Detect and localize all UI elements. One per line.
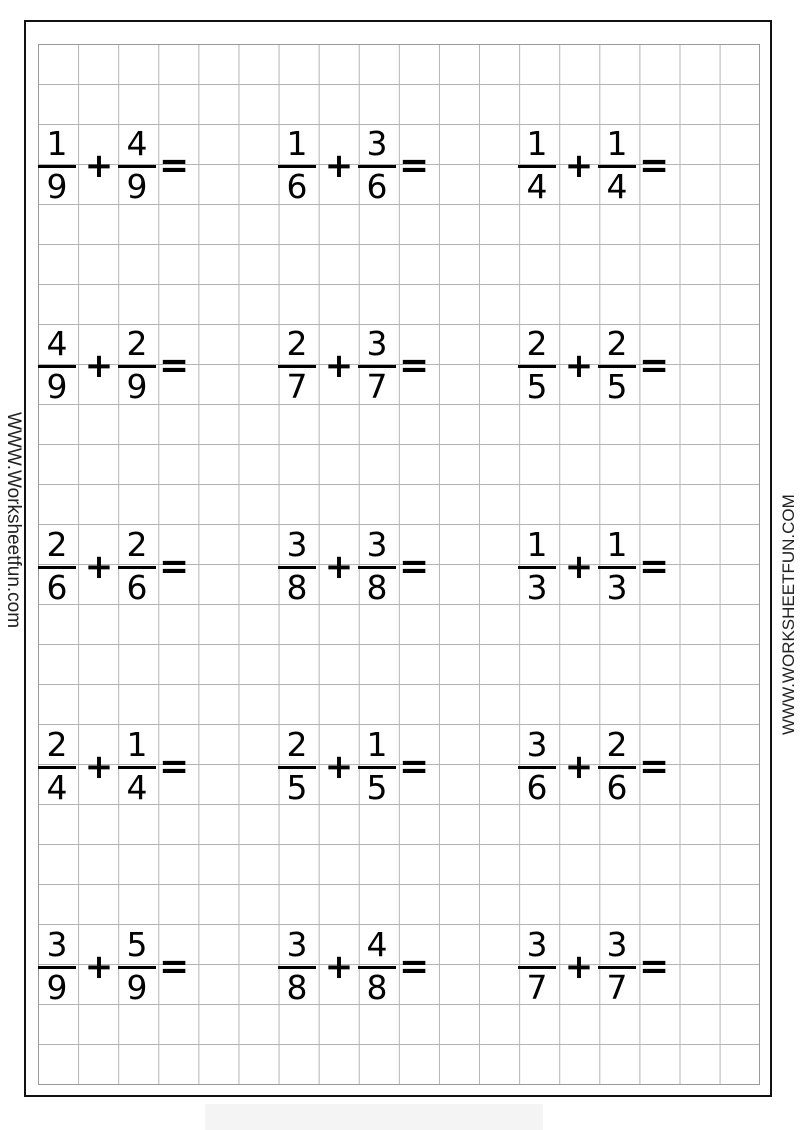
side-watermark-left xyxy=(3,412,23,702)
numerator: 1 xyxy=(286,124,308,163)
denominator: 9 xyxy=(126,968,148,1007)
fraction-problem xyxy=(518,324,678,408)
denominator: 3 xyxy=(526,568,548,607)
fraction-problem xyxy=(278,124,438,208)
numerator: 4 xyxy=(46,324,68,363)
numerator: 3 xyxy=(526,725,548,764)
fraction-a xyxy=(38,525,76,609)
fraction-a xyxy=(38,925,76,1009)
fraction-b xyxy=(598,324,636,408)
side-text-left: WWW.Worksheetfun.com xyxy=(3,412,24,629)
denominator: 6 xyxy=(126,568,148,607)
fraction-problem xyxy=(518,525,678,609)
plus-sign: + xyxy=(564,547,594,587)
fraction-b xyxy=(358,124,396,208)
fraction-b xyxy=(118,725,156,809)
numerator: 2 xyxy=(46,725,68,764)
numerator: 3 xyxy=(366,124,388,163)
denominator: 5 xyxy=(606,367,628,406)
numerator: 3 xyxy=(606,925,628,964)
plus-sign: + xyxy=(84,747,114,787)
numerator: 2 xyxy=(46,525,68,564)
denominator: 4 xyxy=(46,768,68,807)
fraction-problem xyxy=(518,925,678,1009)
numerator: 4 xyxy=(126,124,148,163)
equals-sign: = xyxy=(159,546,190,587)
denominator: 4 xyxy=(526,167,548,206)
fraction-problem xyxy=(38,725,198,809)
fraction-a xyxy=(518,925,556,1009)
denominator: 4 xyxy=(126,768,148,807)
side-watermark-right xyxy=(779,425,799,735)
fraction-b xyxy=(358,925,396,1009)
denominator: 8 xyxy=(366,968,388,1007)
numerator: 5 xyxy=(126,925,148,964)
fraction-a xyxy=(518,525,556,609)
plus-sign: + xyxy=(324,947,354,987)
denominator: 6 xyxy=(286,167,308,206)
denominator: 9 xyxy=(46,367,68,406)
denominator: 8 xyxy=(286,968,308,1007)
side-text-right: WWW.WORKSHEETFUN.COM xyxy=(779,494,798,735)
numerator: 1 xyxy=(606,124,628,163)
denominator: 7 xyxy=(606,968,628,1007)
plus-sign: + xyxy=(324,547,354,587)
fraction-b xyxy=(118,124,156,208)
numerator: 3 xyxy=(366,525,388,564)
numerator: 1 xyxy=(526,124,548,163)
numerator: 1 xyxy=(46,124,68,163)
plus-sign: + xyxy=(84,947,114,987)
plus-sign: + xyxy=(564,146,594,186)
denominator: 6 xyxy=(526,768,548,807)
fraction-a xyxy=(38,124,76,208)
fraction-problem xyxy=(278,925,438,1009)
fraction-a xyxy=(278,525,316,609)
fraction-a xyxy=(518,324,556,408)
denominator: 6 xyxy=(46,568,68,607)
fraction-a xyxy=(518,124,556,208)
numerator: 2 xyxy=(526,324,548,363)
numerator: 2 xyxy=(126,525,148,564)
fraction-problem xyxy=(518,725,678,809)
bottom-strip xyxy=(205,1104,543,1130)
denominator: 6 xyxy=(606,768,628,807)
fraction-b xyxy=(358,725,396,809)
denominator: 6 xyxy=(366,167,388,206)
plus-sign: + xyxy=(84,547,114,587)
denominator: 9 xyxy=(46,167,68,206)
fraction-b xyxy=(118,525,156,609)
denominator: 4 xyxy=(606,167,628,206)
equals-sign: = xyxy=(159,145,190,186)
numerator: 3 xyxy=(286,925,308,964)
plus-sign: + xyxy=(84,346,114,386)
denominator: 8 xyxy=(366,568,388,607)
denominator: 9 xyxy=(126,367,148,406)
equals-sign: = xyxy=(639,345,670,386)
equals-sign: = xyxy=(639,546,670,587)
numerator: 3 xyxy=(366,324,388,363)
denominator: 5 xyxy=(366,768,388,807)
numerator: 1 xyxy=(526,525,548,564)
fraction-a xyxy=(278,124,316,208)
plus-sign: + xyxy=(564,947,594,987)
denominator: 9 xyxy=(126,167,148,206)
equals-sign: = xyxy=(639,946,670,987)
fraction-problem xyxy=(38,525,198,609)
equals-sign: = xyxy=(639,145,670,186)
denominator: 3 xyxy=(606,568,628,607)
plus-sign: + xyxy=(84,146,114,186)
equals-sign: = xyxy=(399,746,430,787)
equals-sign: = xyxy=(639,746,670,787)
equals-sign: = xyxy=(159,746,190,787)
fraction-a xyxy=(38,324,76,408)
equals-sign: = xyxy=(399,145,430,186)
numerator: 3 xyxy=(286,525,308,564)
plus-sign: + xyxy=(564,346,594,386)
fraction-b xyxy=(598,124,636,208)
equals-sign: = xyxy=(399,546,430,587)
equals-sign: = xyxy=(399,345,430,386)
equals-sign: = xyxy=(159,946,190,987)
fraction-a xyxy=(278,925,316,1009)
numerator: 3 xyxy=(526,925,548,964)
plus-sign: + xyxy=(564,747,594,787)
fraction-a xyxy=(278,725,316,809)
problem-grid xyxy=(38,44,760,1085)
plus-sign: + xyxy=(324,146,354,186)
fraction-a xyxy=(38,725,76,809)
equals-sign: = xyxy=(159,345,190,386)
fraction-problem xyxy=(278,725,438,809)
numerator: 2 xyxy=(606,324,628,363)
fraction-b xyxy=(118,324,156,408)
denominator: 9 xyxy=(46,968,68,1007)
fraction-problem xyxy=(38,324,198,408)
numerator: 1 xyxy=(126,725,148,764)
denominator: 7 xyxy=(526,968,548,1007)
fraction-a xyxy=(518,725,556,809)
fraction-a xyxy=(278,324,316,408)
numerator: 2 xyxy=(286,324,308,363)
fraction-b xyxy=(598,725,636,809)
numerator: 2 xyxy=(286,725,308,764)
denominator: 7 xyxy=(286,367,308,406)
denominator: 8 xyxy=(286,568,308,607)
numerator: 1 xyxy=(366,725,388,764)
equals-sign: = xyxy=(399,946,430,987)
fraction-problem xyxy=(38,124,198,208)
numerator: 2 xyxy=(606,725,628,764)
plus-sign: + xyxy=(324,346,354,386)
plus-sign: + xyxy=(324,747,354,787)
denominator: 5 xyxy=(286,768,308,807)
fraction-b xyxy=(598,925,636,1009)
numerator: 1 xyxy=(606,525,628,564)
fraction-problem xyxy=(38,925,198,1009)
fraction-problem xyxy=(278,324,438,408)
fraction-b xyxy=(118,925,156,1009)
fraction-b xyxy=(598,525,636,609)
numerator: 4 xyxy=(366,925,388,964)
fraction-problem xyxy=(518,124,678,208)
denominator: 7 xyxy=(366,367,388,406)
numerator: 2 xyxy=(126,324,148,363)
fraction-b xyxy=(358,525,396,609)
fraction-problem xyxy=(278,525,438,609)
fraction-b xyxy=(358,324,396,408)
numerator: 3 xyxy=(46,925,68,964)
denominator: 5 xyxy=(526,367,548,406)
